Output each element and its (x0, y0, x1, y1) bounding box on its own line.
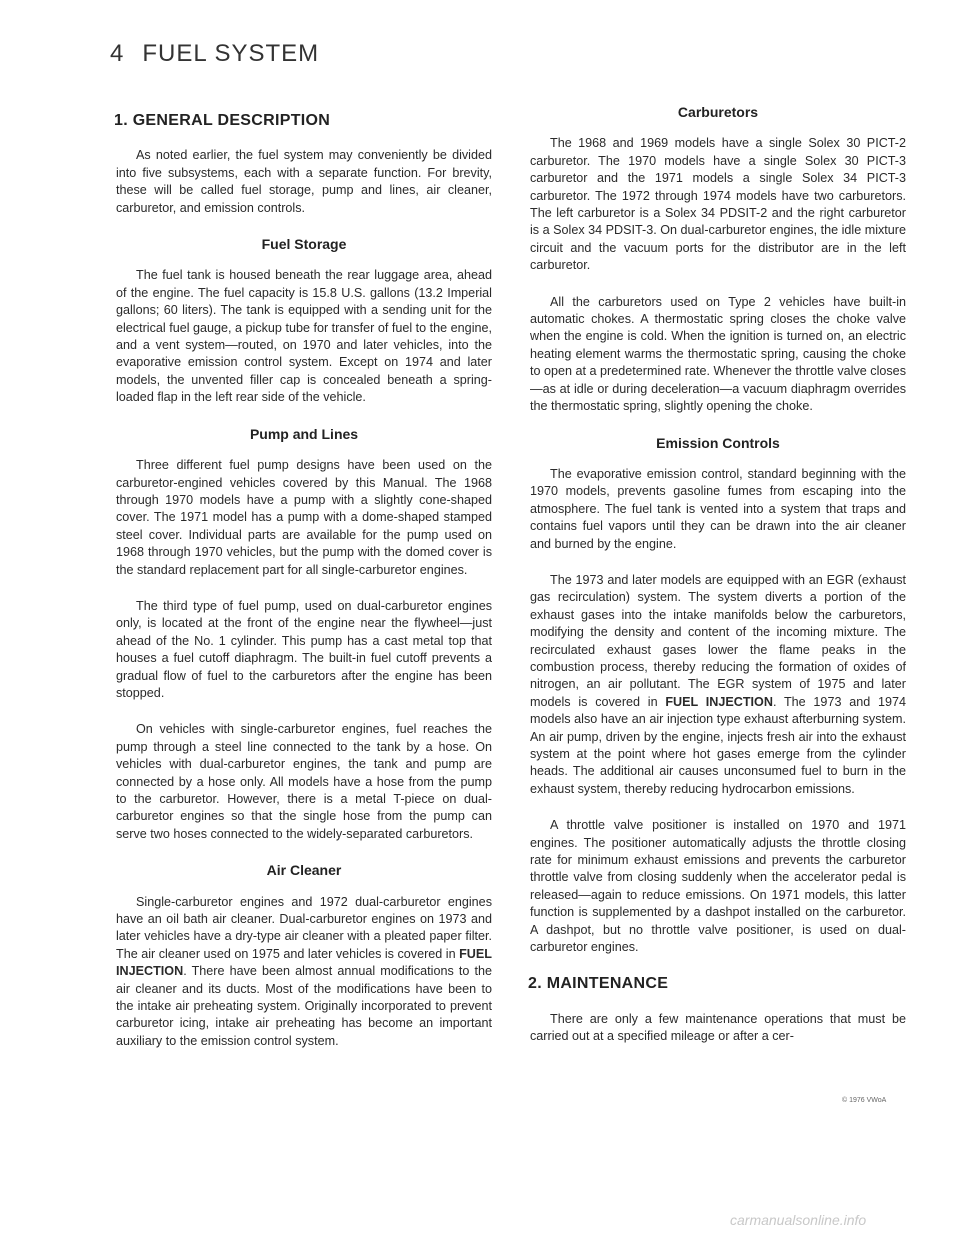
left-column (116, 100, 492, 1069)
subheading-pump-lines: Pump and Lines (249, 425, 359, 442)
subheading-fuel-storage: Fuel Storage (261, 236, 347, 253)
maintenance-p1: There are only a few maintenance operations that must be carried out at a specified mileage or after a cer- (530, 1011, 906, 1044)
right-column (530, 100, 906, 1065)
emission-p2-text: The 1973 and later models are equipped with an EGR (exhaust gas recirculation) system. The system diverts a portion of the exhaust gases into the intake manifolds below the carburetors, modifying the density and content of the incoming mixture. The recirculated exhaust gases lower the flame peaks in the combustion process, thereby reducing the formation of oxides of nitrogen, an air pollutant. The EGR system of 1975 and later models is covered in (530, 572, 906, 709)
pump-lines-p3: On vehicles with single-carburetor engines, fuel reaches the pump through a steel line connected to the tank by a hose. On vehicles with dual-carburetor engines, the tank and pump are connected by a hose only. All models have a hose from the pump to the carburetor. However, there is a metal T-piece on dual-carburetor engines so that the single hose from the pump can serve two hoses connected to the widely-separated carburetors. (116, 722, 492, 841)
section-heading-maintenance: 2. MAINTENANCE (528, 975, 669, 993)
fuel-storage-p1: The fuel tank is housed beneath the rear luggage area, ahead of the engine. The fuel capacity is 15.8 U.S. gallons (13.2 Imperial gallons; 60 liters). The tank is equipped with a sending unit for the electrical fuel gauge, a pickup tube for transfer of fuel to the engine, and a vent system—routed, on 1970 and later vehicles, into the evaporative emission control system. Except on 1974 and later models, the unvented filler cap is concealed beneath a spring-loaded flap in the left rear side of the vehicle. (116, 268, 492, 405)
subheading-emission-controls: Emission Controls (656, 434, 780, 451)
copyright-notice: © 1976 VWoA (842, 1097, 887, 1104)
air-cleaner-p1-text: Single-carburetor engines and 1972 dual-carburetor engines have an oil bath air cleaner. Dual-carburetor engines on 1973 and later vehicles have a dry-type air cleaner with a pleated paper filter. The air cleaner used on 1975 and later vehicles is covered in (116, 894, 492, 961)
carburetors-p1: The 1968 and 1969 models have a single Solex 30 PICT-2 carburetor. The 1970 models have a single Solex 30 PICT-3 carburetor and the 1971 models a single Solex 34 PICT-3 carburetor. The 1972 through 1974 models have two carburetors. The left carburetor is a Solex 34 PDSIT-2 and the right carburetor is a Solex 34 PDSIT-3. On dual-carburetor engines, the idle mixture circuit and the vacuum ports for the distributor are in the left carburetor. (530, 136, 906, 273)
pump-lines-p2: The third type of fuel pump, used on dual-carburetor engines only, is located at the front of the engine near the flywheel—just ahead of the No. 1 cylinder. This pump has a cast metal top that houses a fuel cutoff diaphragm. The built-in fuel cutoff prevents a gradual flow of fuel to the carburetors after the engine has been stopped. (116, 598, 492, 700)
air-cleaner-p1 (116, 894, 492, 1051)
emission-p2 (530, 572, 906, 798)
cross-reference-fuel-injection-2: FUEL INJECTION (665, 694, 773, 709)
emission-p1: The evaporative emission control, standard beginning with the 1970 models, prevents gasoline fumes from escaping into the atmosphere. The fuel tank is vented into a system that traps and contains fuel vapors until they can be drawn into the air cleaner and burned by the engine. (530, 466, 906, 551)
general-intro: As noted earlier, the fuel system may conveniently be divided into five subsystems, each with a separate function. For brevity, these will be called fuel storage, pump and lines, air cleaner, carburetor, and emission controls. (116, 148, 492, 215)
emission-p3: A throttle valve positioner is installed on 1970 and 1971 engines. The positioner automatically adjusts the throttle closing rate for minimum exhaust emissions and prevents the carburetor throttle valve from closing suddenly when the accelerator pedal is released—again to reduce emissions. On 1971 models, this latter function is supplemented by a dashpot installed on the carburetor. A dashpot, but no throttle valve positioner, is used on dual-carburetor engines. (530, 818, 906, 955)
carburetors-p2: All the carburetors used on Type 2 vehicles have built-in automatic chokes. A thermostatic spring closes the choke valve when the engine is cold. When the ignition is turned on, an electric heating element warms the thermostatic spring, causing the choke to open at a predetermined rate. Whenever the throttle valve closes—as at idle or during deceleration—a vacuum diaphragm overrides the thermostatic spring, slightly opening the choke. (530, 294, 906, 414)
subheading-carburetors: Carburetors (677, 104, 759, 120)
watermark: carmanualsonline.info (730, 1212, 867, 1228)
page-header (110, 40, 319, 68)
air-cleaner-p1-text-cont: . There have been almost annual modifications to the air cleaner and its ducts. Most of the modifications have been to the intake air preheating system. Originally incorporated to prevent carburetor icing, intake air preheating has become an important auxiliary to the emission control system. (116, 964, 492, 1048)
emission-p2-text-cont: . The 1973 and 1974 models also have an air injection type exhaust afterburning system. An air pump, driven by the engine, injects fresh air into the exhaust system at the point where hot gases emerge from the cylinder heads. The additional air causes unconsumed fuel to burn in the exhaust system, thereby reducing hydrocarbon emissions. (530, 694, 906, 796)
subheading-air-cleaner: Air Cleaner (266, 862, 342, 879)
pump-lines-p1: Three different fuel pump designs have been used on the carburetor-engined vehicles covered by this Manual. The 1968 through 1970 models have a pump with a slightly cone-shaped cover. The 1971 model has a pump with a dome-shaped stamped steel cover. Individual parts are available for the pump used on 1968 through 1970 vehicles, but the pump with the domed cover is the standard replacement part for all single-carburetor engines. (116, 458, 492, 577)
section-heading-general: 1. GENERAL DESCRIPTION (114, 112, 331, 129)
chapter-title: FUEL SYSTEM (142, 40, 320, 67)
page-number: 4 (110, 40, 125, 67)
cross-reference-fuel-injection: FUEL INJECTION (116, 946, 492, 979)
